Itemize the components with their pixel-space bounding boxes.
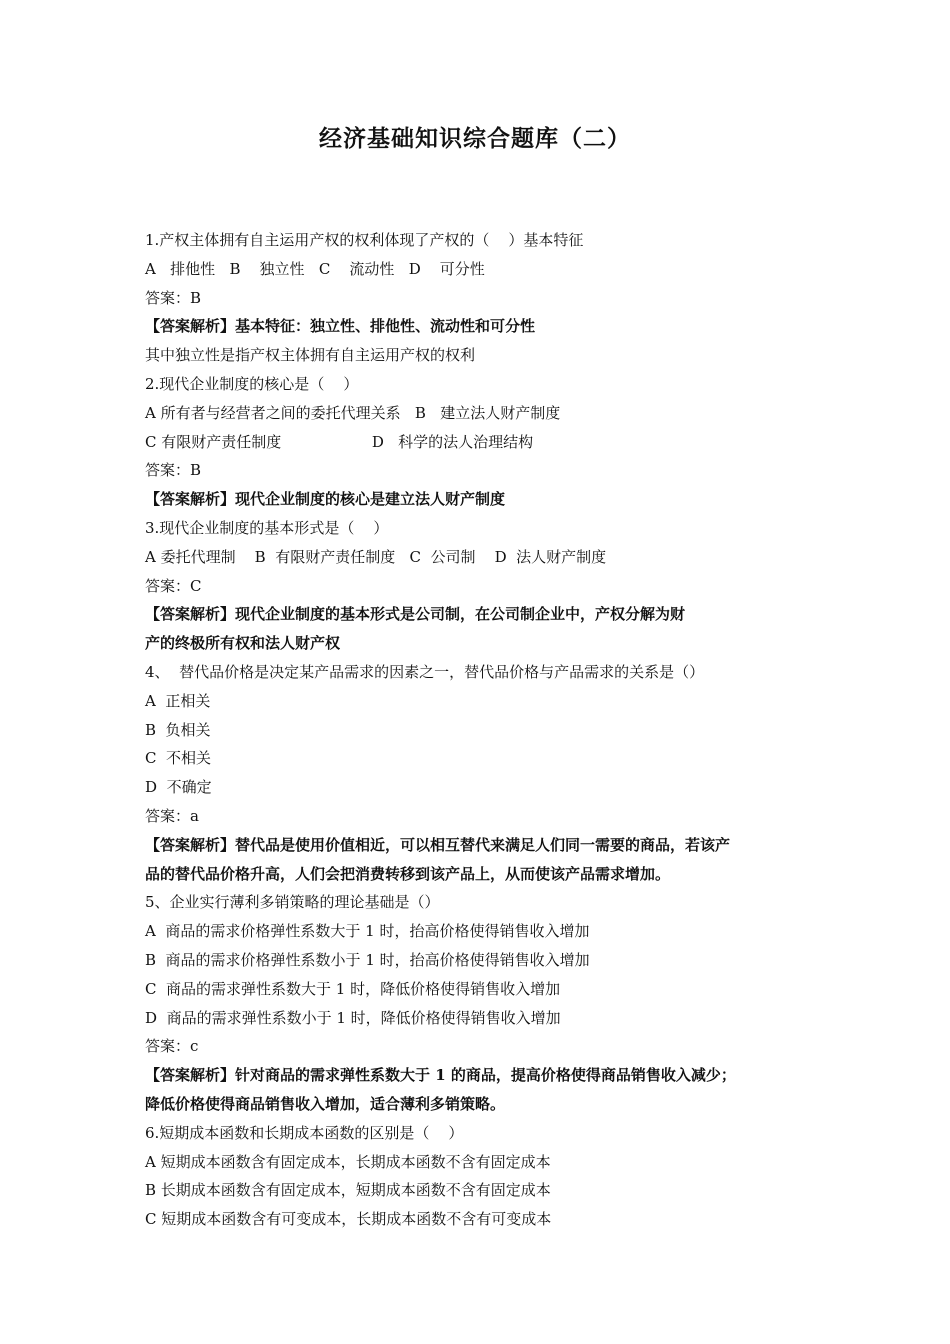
answer-analysis-line: 【答案解析】替代品是使用价值相近，可以相互替代来满足人们同一需要的商品，若该产 (145, 835, 731, 854)
answer-analysis-line: 【答案解析】现代企业制度的核心是建立法人财产制度 (145, 490, 506, 509)
text-line: C 不相关 (145, 749, 212, 768)
text-line: 4、 替代品价格是决定某产品需求的因素之一，替代品价格与产品需求的关系是（） (145, 662, 705, 681)
text-line: 答案：C (145, 576, 202, 595)
text-line: 5、企业实行薄利多销策略的理论基础是（） (145, 893, 440, 912)
text-line: A 排他性 B 独立性 C 流动性 D 可分性 (145, 259, 485, 278)
text-line: 2.现代企业制度的核心是（ ） (145, 374, 359, 393)
text-line: 答案：c (145, 1037, 199, 1056)
text-line: B 长期成本函数含有固定成本，短期成本函数不含有固定成本 (145, 1181, 551, 1200)
text-line: B 负相关 (145, 720, 211, 739)
text-line: A 正相关 (145, 691, 211, 710)
text-line: B 商品的需求价格弹性系数小于 1 时，抬高价格使得销售收入增加 (145, 950, 590, 969)
text-line: C 短期成本函数含有可变成本，长期成本函数不含有可变成本 (145, 1210, 552, 1229)
answer-analysis-line: 降低价格使得商品销售收入增加，适合薄利多销策略。 (145, 1094, 506, 1113)
text-line: D 不确定 (145, 778, 212, 797)
text-line: A 短期成本函数含有固定成本，长期成本函数不含有固定成本 (145, 1152, 551, 1171)
text-line: A 所有者与经营者之间的委托代理关系 B 建立法人财产制度 (145, 403, 561, 422)
text-line: 答案：a (145, 806, 199, 825)
text-line: 答案：B (145, 461, 202, 480)
page-title: 经济基础知识综合题库（二） (319, 125, 631, 152)
answer-analysis-line: 【答案解析】针对商品的需求弹性系数大于 1 的商品，提高价格使得商品销售收入减少； (145, 1066, 736, 1085)
answer-analysis-line: 【答案解析】现代企业制度的基本形式是公司制，在公司制企业中，产权分解为财 (145, 605, 686, 624)
answer-analysis-line: 【答案解析】基本特征：独立性、排他性、流动性和可分性 (145, 317, 536, 336)
text-line: 答案：B (145, 288, 202, 307)
text-line: A 委托代理制 B 有限财产责任制度 C 公司制 D 法人财产制度 (145, 547, 607, 566)
text-line: C 商品的需求弹性系数大于 1 时，降低价格使得销售收入增加 (145, 979, 561, 998)
text-line: A 商品的需求价格弹性系数大于 1 时，抬高价格使得销售收入增加 (145, 922, 590, 941)
text-line: C 有限财产责任制度 D 科学的法人治理结构 (145, 432, 534, 451)
answer-analysis-line: 产的终极所有权和法人财产权 (145, 634, 341, 653)
text-line: 1.产权主体拥有自主运用产权的权利体现了产权的（ ）基本特征 (145, 231, 584, 249)
text-line: D 商品的需求弹性系数小于 1 时，降低价格使得销售收入增加 (145, 1008, 561, 1027)
answer-analysis-line: 品的替代品价格升高，人们会把消费转移到该产品上，从而使该产品需求增加。 (145, 864, 671, 883)
text-line: 3.现代企业制度的基本形式是（ ） (145, 518, 389, 537)
text-line: 其中独立性是指产权主体拥有自主运用产权的权利 (145, 346, 476, 365)
text-line: 6.短期成本函数和长期成本函数的区别是（ ） (145, 1123, 464, 1142)
question-body (145, 226, 825, 1234)
